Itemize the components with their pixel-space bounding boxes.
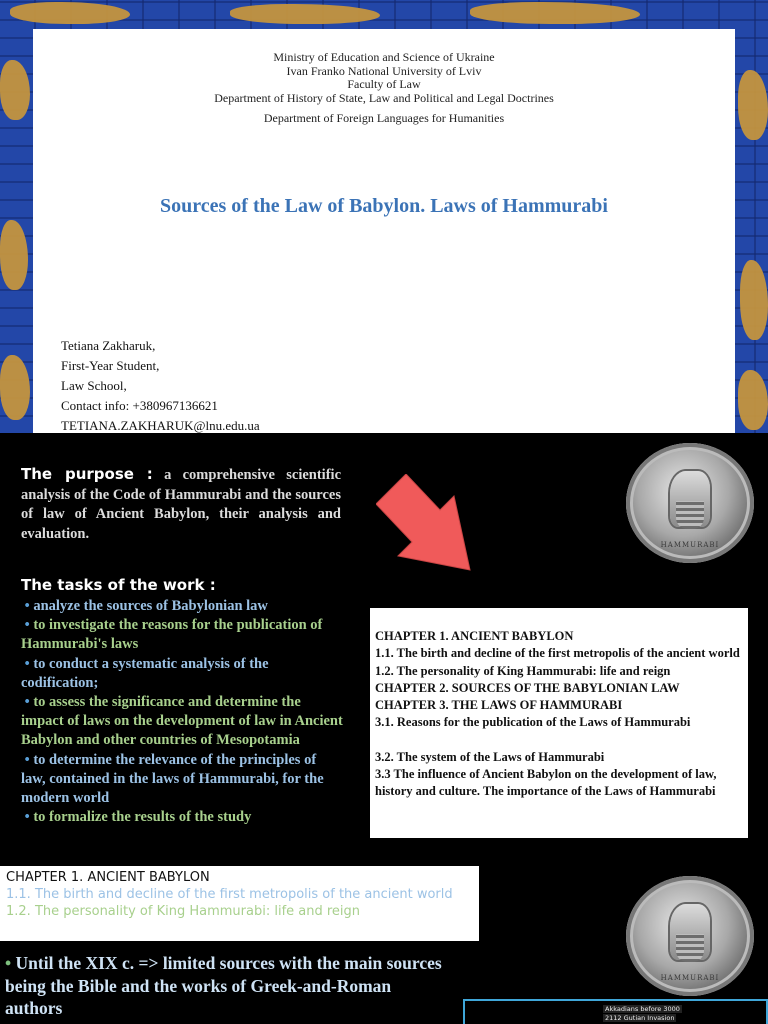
author-line: Tetiana Zakharuk, — [61, 338, 156, 353]
toc-entry: CHAPTER 3. THE LAWS OF HAMMURABI — [375, 698, 623, 713]
hammurabi-coin-image — [626, 443, 754, 563]
title-panel — [33, 29, 735, 433]
author-email: TETIANA.ZAKHARUK@lnu.edu.ua — [61, 418, 260, 433]
decorative-lion — [470, 2, 640, 24]
chapter-heading: CHAPTER 1. ANCIENT BABYLON — [6, 870, 210, 885]
list-item: • to formalize the results of the study — [24, 809, 252, 826]
list-item: • to determine the relevance of the principles of law, contained in the laws of Hammurabi, for the modern world — [21, 751, 324, 807]
institution-line: Department of History of State, Law and Political and Legal Doctrines — [214, 90, 554, 105]
decorative-lion — [230, 4, 380, 24]
timeline-row: 2112 Gutian Invasion — [605, 1014, 675, 1022]
toc-entry: 1.1. The birth and decline of the first metropolis of the ancient world — [375, 646, 740, 661]
institution-line: Ministry of Education and Science of Ukraine — [273, 50, 495, 64]
tasks-list — [21, 597, 343, 827]
decorative-lion — [740, 260, 768, 340]
title-slide — [0, 0, 768, 433]
author-info — [61, 336, 260, 433]
arrow-down-right-icon — [376, 474, 472, 574]
chapter-box — [0, 866, 479, 941]
institution-header — [33, 51, 735, 105]
chapter-item: 1.2. The personality of King Hammurabi: life and reign — [6, 904, 361, 919]
toc-entry: CHAPTER 1. ANCIENT BABYLON — [375, 629, 574, 643]
hammurabi-coin-image — [626, 876, 754, 996]
sources-text: Until the XIX c. => limited sources with the main sources being the Bible and the works of Greek-and-Roman authors — [5, 953, 442, 1018]
timeline-image — [463, 999, 768, 1024]
tasks-heading: The tasks of the work : — [21, 576, 216, 594]
institution-line: Ivan Franko National University of Lviv — [286, 63, 482, 78]
department-line: Department of Foreign Languages for Humanities — [263, 111, 505, 125]
coin-caption: HAMMURABI — [660, 541, 720, 549]
decorative-lion — [0, 60, 30, 120]
list-item: • to assess the significance and determine the impact of laws on the development of law in Ancient Babylon and other countries of Mesopotamia — [21, 694, 343, 749]
toc-entry: CHAPTER 2. SOURCES OF THE BABYLONIAN LAW — [375, 680, 680, 695]
decorative-lion — [738, 370, 768, 430]
purpose-text: a comprehensive scientific analysis of the Code of Hammurabi and the sources of law of Ancient Babylon, their analysis and evaluation. — [21, 467, 342, 542]
presentation-title: Sources of the Law of Babylon. Laws of Hammurabi — [160, 195, 608, 217]
list-item: • analyze the sources of Babylonian law — [24, 598, 268, 614]
purpose-label: The purpose : — [21, 465, 153, 483]
toc-entry: 1.2. The personality of King Hammurabi: life and reign — [375, 663, 671, 678]
chapter-item: 1.1. The birth and decline of the first metropolis of the ancient world — [6, 887, 453, 902]
author-line: First-Year Student, — [61, 358, 160, 373]
decorative-lion — [738, 70, 768, 140]
sources-statement: • Until the XIX c. => limited sources with the main sources being the Bible and the works of Greek-and-Roman authors — [5, 953, 442, 1018]
author-line: Law School, — [61, 378, 127, 393]
toc-entry: 3.1. Reasons for the publication of the Laws of Hammurabi — [375, 715, 691, 730]
list-item: • to investigate the reasons for the publication of Hammurabi's laws — [21, 617, 323, 653]
toc-entry: 3.2. The system of the Laws of Hammurabi — [375, 749, 605, 764]
decorative-lion — [0, 220, 28, 290]
toc-entry: 3.3 The influence of Ancient Babylon on the development of law, history and culture. The importance of the Laws of Hammurabi — [375, 767, 717, 799]
timeline-row: Akkadians before 3000 — [605, 1005, 680, 1013]
author-contact: Contact info: +380967136621 — [61, 398, 218, 413]
institution-line: Faculty of Law — [347, 77, 421, 91]
purpose-paragraph — [21, 465, 341, 544]
table-of-contents — [370, 608, 748, 838]
coin-caption: HAMMURABI — [660, 974, 720, 982]
decorative-lion — [10, 2, 130, 24]
list-item: • to conduct a systematic analysis of the codification; — [21, 655, 269, 691]
decorative-lion — [0, 355, 30, 420]
